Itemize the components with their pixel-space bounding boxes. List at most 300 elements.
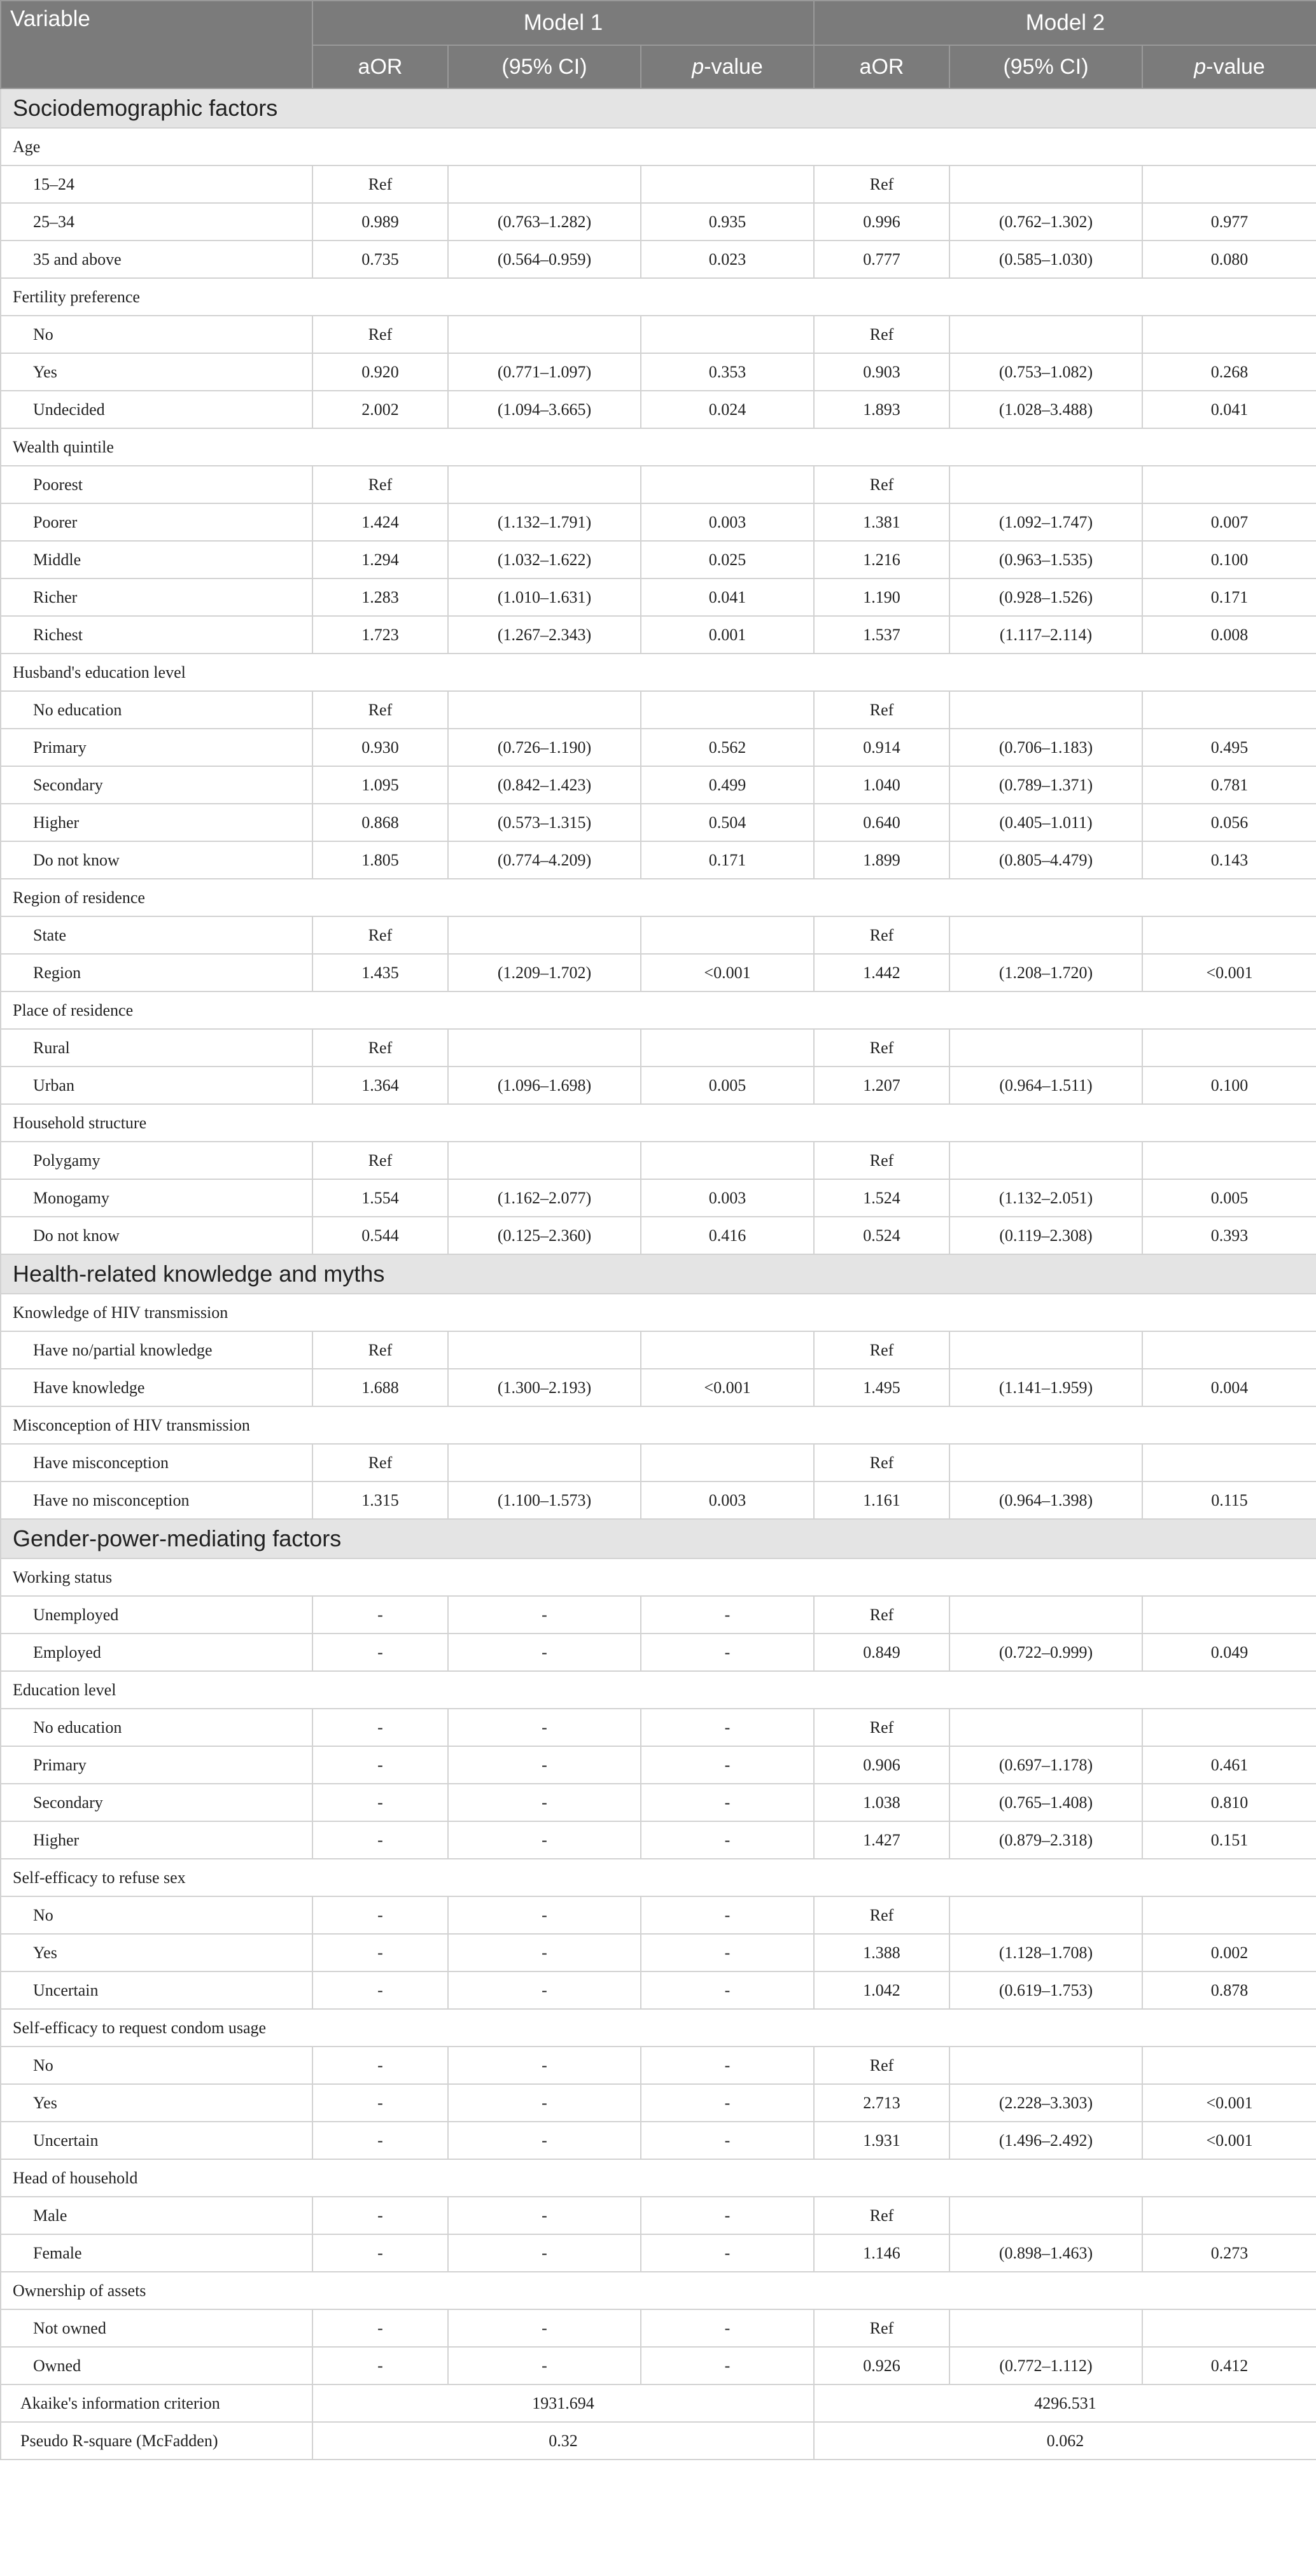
model2-ci-cell (949, 916, 1142, 954)
model2-pvalue-cell (1142, 1142, 1316, 1179)
model2-ci-cell (949, 1331, 1142, 1369)
table-row (1, 1217, 1316, 1254)
table-row (1, 1067, 1316, 1104)
category-label: Higher (1, 804, 312, 841)
model2-pvalue-cell (1142, 1444, 1316, 1481)
model2-aor-cell: 0.849 (814, 1634, 949, 1671)
group-label: Self-efficacy to request condom usage (1, 2009, 1316, 2047)
model1-aor-cell: 0.868 (312, 804, 448, 841)
category-label: Secondary (1, 1784, 312, 1821)
model2-pvalue-cell: 0.080 (1142, 241, 1316, 278)
model2-pvalue-cell (1142, 1709, 1316, 1746)
model2-ci-cell (949, 1142, 1142, 1179)
model1-pvalue-cell: - (641, 1634, 814, 1671)
variable-group-row (1, 128, 1316, 165)
model2-aor-cell: Ref (814, 1596, 949, 1634)
model2-ci-cell (949, 1596, 1142, 1634)
table-row (1, 729, 1316, 766)
category-label: Yes (1, 1934, 312, 1971)
model2-ci-cell (949, 1896, 1142, 1934)
model2-ci-cell: (0.619–1.753) (949, 1971, 1142, 2009)
table-row (1, 1179, 1316, 1217)
group-label: Working status (1, 1558, 1316, 1596)
model1-ci-cell: - (448, 1896, 641, 1934)
model2-aor-cell: 1.190 (814, 578, 949, 616)
model1-pvalue-cell (641, 1029, 814, 1067)
group-label: Education level (1, 1671, 1316, 1709)
model2-aor-cell: Ref (814, 316, 949, 353)
model1-aor-cell: - (312, 2309, 448, 2347)
model1-aor-cell: - (312, 1821, 448, 1859)
model1-pvalue-cell: - (641, 2234, 814, 2272)
model1-header: Model 1 (312, 1, 814, 45)
group-label: Husband's education level (1, 654, 1316, 691)
category-label: Do not know (1, 1217, 312, 1254)
model2-pvalue-cell (1142, 1596, 1316, 1634)
category-label: No education (1, 1709, 312, 1746)
category-label: Yes (1, 353, 312, 391)
model2-pvalue-cell: 0.268 (1142, 353, 1316, 391)
model2-pvalue-cell: 0.273 (1142, 2234, 1316, 2272)
fit-statistic-label: Akaike's information criterion (1, 2384, 312, 2422)
model2-ci-cell: (0.722–0.999) (949, 1634, 1142, 1671)
variable-group-row (1, 278, 1316, 316)
model1-pvalue-cell (641, 1331, 814, 1369)
model1-ci-cell: - (448, 2047, 641, 2084)
table-row (1, 2197, 1316, 2234)
model2-pvalue-cell (1142, 1896, 1316, 1934)
model1-aor-cell: 0.930 (312, 729, 448, 766)
category-label: Richer (1, 578, 312, 616)
category-label: Region (1, 954, 312, 991)
model1-ci-cell (448, 165, 641, 203)
model1-aor-cell: Ref (312, 1331, 448, 1369)
model2-pvalue-cell: 0.461 (1142, 1746, 1316, 1784)
model1-aor-cell: 0.920 (312, 353, 448, 391)
model1-ci-cell: (0.763–1.282) (448, 203, 641, 241)
variable-group-row (1, 1859, 1316, 1896)
model1-ci-cell: - (448, 2084, 641, 2122)
model1-aor-cell: - (312, 2197, 448, 2234)
model1-pvalue-cell: 0.003 (641, 503, 814, 541)
model1-ci-cell: (1.209–1.702) (448, 954, 641, 991)
model2-ci-cell: (1.496–2.492) (949, 2122, 1142, 2159)
model1-ci-cell: (1.010–1.631) (448, 578, 641, 616)
table-row (1, 916, 1316, 954)
model1-aor-cell: 1.364 (312, 1067, 448, 1104)
model2-ci-cell (949, 2047, 1142, 2084)
model1-pvalue-cell: 0.041 (641, 578, 814, 616)
model2-aor-cell: Ref (814, 1896, 949, 1934)
category-label: Poorest (1, 466, 312, 503)
model2-aor-cell: 1.427 (814, 1821, 949, 1859)
model2-ci-cell: (0.928–1.526) (949, 578, 1142, 616)
model2-fit-value: 4296.531 (814, 2384, 1316, 2422)
model2-ci-cell: (0.585–1.030) (949, 241, 1142, 278)
model1-pvalue-cell: - (641, 1709, 814, 1746)
model2-pvalue-cell (1142, 165, 1316, 203)
model1-ci-cell (448, 1029, 641, 1067)
model1-ci-cell: (0.564–0.959) (448, 241, 641, 278)
model2-pvalue-cell: 0.041 (1142, 391, 1316, 428)
model1-pvalue-cell: 0.025 (641, 541, 814, 578)
model1-ci-cell: - (448, 1784, 641, 1821)
model2-pvalue-cell (1142, 466, 1316, 503)
model2-pvalue-cell (1142, 691, 1316, 729)
model1-aor-cell: 1.723 (312, 616, 448, 654)
model1-aor-cell: 1.315 (312, 1481, 448, 1519)
model2-aor-cell: 0.777 (814, 241, 949, 278)
model2-ci-cell: (0.964–1.398) (949, 1481, 1142, 1519)
fit-statistic-label: Pseudo R-square (McFadden) (1, 2422, 312, 2460)
model2-aor-cell: 1.931 (814, 2122, 949, 2159)
model2-pvalue-cell (1142, 2047, 1316, 2084)
table-row (1, 1596, 1316, 1634)
table-row (1, 2347, 1316, 2384)
model1-pvalue-cell (641, 1142, 814, 1179)
model2-pvalue-cell: 0.143 (1142, 841, 1316, 879)
model1-ci-cell: (0.573–1.315) (448, 804, 641, 841)
model1-pvalue-cell: 0.171 (641, 841, 814, 879)
model1-ci-cell (448, 691, 641, 729)
model2-ci-cell: (0.119–2.308) (949, 1217, 1142, 1254)
model1-aor-cell: - (312, 2122, 448, 2159)
model1-pvalue-cell: - (641, 1821, 814, 1859)
model1-aor-cell: - (312, 2084, 448, 2122)
model2-ci-cell: (0.753–1.082) (949, 353, 1142, 391)
table-row (1, 2047, 1316, 2084)
table-row (1, 203, 1316, 241)
model2-ci-cell: (0.697–1.178) (949, 1746, 1142, 1784)
model1-aor-cell: 2.002 (312, 391, 448, 428)
table-row (1, 165, 1316, 203)
table-row (1, 1142, 1316, 1179)
model2-pvalue-cell: 0.007 (1142, 503, 1316, 541)
model2-aor-cell: 1.899 (814, 841, 949, 879)
table-row (1, 503, 1316, 541)
model1-ci-cell: - (448, 1821, 641, 1859)
model1-pvalue-cell: - (641, 2084, 814, 2122)
model1-aor-cell: - (312, 1709, 448, 1746)
category-label: Female (1, 2234, 312, 2272)
variable-group-row (1, 991, 1316, 1029)
model1-pvalue-cell: 0.001 (641, 616, 814, 654)
model2-pvalue-cell: 0.115 (1142, 1481, 1316, 1519)
category-label: Have knowledge (1, 1369, 312, 1406)
model2-pvalue-cell: <0.001 (1142, 2084, 1316, 2122)
p-suffix: -value (704, 54, 763, 79)
model1-ci-cell: (1.100–1.573) (448, 1481, 641, 1519)
category-label: No (1, 2047, 312, 2084)
model2-pvalue-cell: 0.151 (1142, 1821, 1316, 1859)
category-label: No education (1, 691, 312, 729)
model2-pvalue-cell: <0.001 (1142, 954, 1316, 991)
variable-group-row (1, 1406, 1316, 1444)
model2-pvalue-cell: 0.393 (1142, 1217, 1316, 1254)
model2-pvalue-cell (1142, 1331, 1316, 1369)
model1-ci-cell: (1.094–3.665) (448, 391, 641, 428)
category-label: Undecided (1, 391, 312, 428)
category-label: Not owned (1, 2309, 312, 2347)
model2-pvalue-cell: 0.977 (1142, 203, 1316, 241)
model2-ci-cell: (0.963–1.535) (949, 541, 1142, 578)
model1-aor-cell: Ref (312, 916, 448, 954)
category-label: Urban (1, 1067, 312, 1104)
table-row (1, 1481, 1316, 1519)
model1-aor-cell: - (312, 1784, 448, 1821)
category-label: Monogamy (1, 1179, 312, 1217)
model1-aor-cell: 1.435 (312, 954, 448, 991)
category-label: 25–34 (1, 203, 312, 241)
model1-ci-cell: - (448, 1971, 641, 2009)
model1-aor-cell: Ref (312, 1029, 448, 1067)
model1-aor-cell: 1.688 (312, 1369, 448, 1406)
category-label: 15–24 (1, 165, 312, 203)
model2-aor-cell: 1.381 (814, 503, 949, 541)
model2-ci-cell: (1.208–1.720) (949, 954, 1142, 991)
model2-aor-cell: Ref (814, 1029, 949, 1067)
model2-ci-cell: (0.772–1.112) (949, 2347, 1142, 2384)
group-label: Self-efficacy to refuse sex (1, 1859, 1316, 1896)
model1-aor-cell: Ref (312, 466, 448, 503)
table-row (1, 841, 1316, 879)
model1-pvalue-cell: <0.001 (641, 1369, 814, 1406)
group-label: Head of household (1, 2159, 1316, 2197)
model1-aor-cell: - (312, 1934, 448, 1971)
variable-group-row (1, 1104, 1316, 1142)
category-label: Yes (1, 2084, 312, 2122)
model2-ci-header: (95% CI) (949, 45, 1142, 88)
model1-aor-header: aOR (312, 45, 448, 88)
model1-pvalue-cell: 0.504 (641, 804, 814, 841)
model1-ci-cell (448, 1444, 641, 1481)
model1-pvalue-cell (641, 916, 814, 954)
model2-aor-cell: 1.388 (814, 1934, 949, 1971)
variable-column-header: Variable (1, 1, 312, 88)
group-label: Wealth quintile (1, 428, 1316, 466)
table-row (1, 391, 1316, 428)
model1-aor-cell: 1.283 (312, 578, 448, 616)
model1-pvalue-cell: - (641, 2197, 814, 2234)
model2-aor-cell: 0.524 (814, 1217, 949, 1254)
model2-pvalue-cell: 0.412 (1142, 2347, 1316, 2384)
model1-aor-cell: 1.805 (312, 841, 448, 879)
model1-aor-cell: 1.554 (312, 1179, 448, 1217)
table-row (1, 1444, 1316, 1481)
category-label: Owned (1, 2347, 312, 2384)
model2-aor-cell: 0.926 (814, 2347, 949, 2384)
model1-fit-value: 1931.694 (312, 2384, 814, 2422)
model2-pvalue-cell: 0.049 (1142, 1634, 1316, 1671)
table-row (1, 316, 1316, 353)
model1-pvalue-cell: 0.023 (641, 241, 814, 278)
model2-aor-cell: 2.713 (814, 2084, 949, 2122)
model2-aor-cell: 1.146 (814, 2234, 949, 2272)
model2-aor-cell: 1.893 (814, 391, 949, 428)
model1-ci-cell: - (448, 1746, 641, 1784)
model2-pvalue-cell: 0.004 (1142, 1369, 1316, 1406)
table-row (1, 1934, 1316, 1971)
table-row (1, 353, 1316, 391)
model1-ci-cell: (1.267–2.343) (448, 616, 641, 654)
model2-ci-cell: (1.092–1.747) (949, 503, 1142, 541)
model1-ci-cell: (1.300–2.193) (448, 1369, 641, 1406)
model1-aor-cell: Ref (312, 691, 448, 729)
model1-ci-cell: (0.125–2.360) (448, 1217, 641, 1254)
model1-pvalue-cell: 0.003 (641, 1179, 814, 1217)
table-row (1, 1896, 1316, 1934)
model2-ci-cell (949, 1444, 1142, 1481)
header-row-models (1, 1, 1316, 45)
model1-pvalue-cell: - (641, 2347, 814, 2384)
model1-ci-cell: - (448, 2234, 641, 2272)
model1-pvalue-cell: - (641, 1971, 814, 2009)
variable-group-row (1, 428, 1316, 466)
group-label: Ownership of assets (1, 2272, 1316, 2309)
model2-pvalue-cell (1142, 1029, 1316, 1067)
model2-aor-cell: 0.914 (814, 729, 949, 766)
model1-aor-cell: Ref (312, 1444, 448, 1481)
model2-ci-cell: (0.964–1.511) (949, 1067, 1142, 1104)
table-row (1, 241, 1316, 278)
model1-ci-cell: - (448, 1634, 641, 1671)
model1-pvalue-cell: - (641, 1934, 814, 1971)
model2-ci-cell: (2.228–3.303) (949, 2084, 1142, 2122)
model1-pvalue-cell: - (641, 2047, 814, 2084)
category-label: Primary (1, 1746, 312, 1784)
model2-header: Model 2 (814, 1, 1316, 45)
model1-ci-cell (448, 316, 641, 353)
table-header (1, 1, 1316, 88)
category-label: Do not know (1, 841, 312, 879)
category-label: Employed (1, 1634, 312, 1671)
model2-aor-cell: 1.038 (814, 1784, 949, 1821)
group-label: Knowledge of HIV transmission (1, 1294, 1316, 1331)
model2-pvalue-cell: 0.100 (1142, 541, 1316, 578)
model2-pvalue-cell (1142, 2309, 1316, 2347)
category-label: Uncertain (1, 2122, 312, 2159)
model1-ci-cell: - (448, 1709, 641, 1746)
model2-aor-cell: 1.040 (814, 766, 949, 804)
variable-group-row (1, 2009, 1316, 2047)
category-label: Poorer (1, 503, 312, 541)
table-row (1, 1784, 1316, 1821)
fit-statistic-row (1, 2422, 1316, 2460)
model1-ci-cell: (1.032–1.622) (448, 541, 641, 578)
model2-aor-cell: 1.442 (814, 954, 949, 991)
variable-group-row (1, 1558, 1316, 1596)
model1-pvalue-cell: - (641, 2122, 814, 2159)
model1-pvalue-cell: 0.024 (641, 391, 814, 428)
model1-aor-cell: 1.095 (312, 766, 448, 804)
model2-aor-cell: 0.906 (814, 1746, 949, 1784)
group-label: Place of residence (1, 991, 1316, 1029)
model1-aor-cell: - (312, 1596, 448, 1634)
model2-aor-cell: 1.216 (814, 541, 949, 578)
model1-pvalue-cell: - (641, 1896, 814, 1934)
category-label: Primary (1, 729, 312, 766)
group-label: Fertility preference (1, 278, 1316, 316)
model2-pvalue-cell: 0.008 (1142, 616, 1316, 654)
model2-ci-cell: (0.789–1.371) (949, 766, 1142, 804)
variable-group-row (1, 2272, 1316, 2309)
category-label: Richest (1, 616, 312, 654)
model1-pvalue-cell: 0.353 (641, 353, 814, 391)
model2-aor-cell: 1.495 (814, 1369, 949, 1406)
model1-aor-cell: 0.989 (312, 203, 448, 241)
variable-group-row (1, 654, 1316, 691)
model1-aor-cell: - (312, 1634, 448, 1671)
model2-ci-cell: (0.879–2.318) (949, 1821, 1142, 1859)
table-row (1, 766, 1316, 804)
category-label: State (1, 916, 312, 954)
model1-pvalue-cell (641, 1444, 814, 1481)
model2-pvalue-cell: 0.005 (1142, 1179, 1316, 1217)
section-header-row (1, 1519, 1316, 1558)
model2-pvalue-cell: 0.002 (1142, 1934, 1316, 1971)
model1-aor-cell: - (312, 1971, 448, 2009)
model1-aor-cell: Ref (312, 1142, 448, 1179)
table-row (1, 954, 1316, 991)
model1-pvalue-cell (641, 466, 814, 503)
model1-ci-cell: - (448, 1934, 641, 1971)
model2-pvalue-cell: 0.100 (1142, 1067, 1316, 1104)
category-label: No (1, 316, 312, 353)
category-label: 35 and above (1, 241, 312, 278)
model1-ci-cell: - (448, 2347, 641, 2384)
table-row (1, 1634, 1316, 1671)
table-row (1, 2122, 1316, 2159)
category-label: Have no/partial knowledge (1, 1331, 312, 1369)
table-row (1, 2309, 1316, 2347)
model2-pvalue-cell: 0.171 (1142, 578, 1316, 616)
model2-aor-cell: Ref (814, 2309, 949, 2347)
category-label: Male (1, 2197, 312, 2234)
category-label: Secondary (1, 766, 312, 804)
model1-aor-cell: 0.735 (312, 241, 448, 278)
section-title: Gender-power-mediating factors (1, 1519, 1316, 1558)
model1-aor-cell: - (312, 1746, 448, 1784)
model1-aor-cell: - (312, 1896, 448, 1934)
model1-pvalue-cell: 0.005 (641, 1067, 814, 1104)
model1-ci-cell: (1.162–2.077) (448, 1179, 641, 1217)
table-row (1, 541, 1316, 578)
model2-ci-cell (949, 2309, 1142, 2347)
model1-pvalue-cell: 0.935 (641, 203, 814, 241)
model2-ci-cell (949, 466, 1142, 503)
model2-aor-cell: Ref (814, 466, 949, 503)
model1-ci-cell: (1.096–1.698) (448, 1067, 641, 1104)
variable-group-row (1, 879, 1316, 916)
model1-pvalue-cell: <0.001 (641, 954, 814, 991)
model2-ci-cell: (1.117–2.114) (949, 616, 1142, 654)
category-label: Rural (1, 1029, 312, 1067)
table-row (1, 691, 1316, 729)
section-header-row (1, 1254, 1316, 1294)
model1-pvalue-cell: - (641, 1784, 814, 1821)
model2-aor-cell: Ref (814, 691, 949, 729)
group-label: Region of residence (1, 879, 1316, 916)
model2-ci-cell: (1.141–1.959) (949, 1369, 1142, 1406)
model2-pvalue-cell (1142, 2197, 1316, 2234)
table-row (1, 1746, 1316, 1784)
model1-pvalue-cell: 0.003 (641, 1481, 814, 1519)
p-italic: p (1194, 54, 1207, 79)
model1-pvalue-cell: - (641, 1746, 814, 1784)
section-title: Sociodemographic factors (1, 88, 1316, 128)
model1-pvalue-header (641, 45, 814, 88)
variable-group-row (1, 2159, 1316, 2197)
